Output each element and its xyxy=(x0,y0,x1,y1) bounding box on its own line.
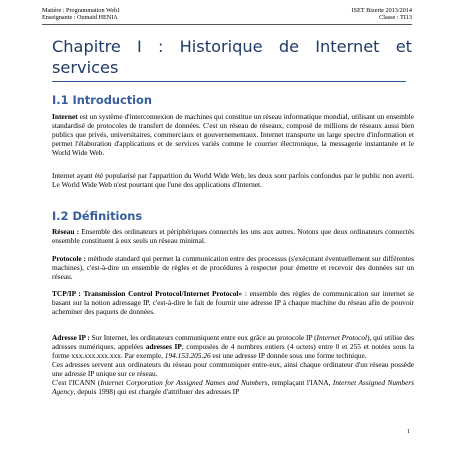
definition-text: ), qui utilise des adresses numériques, appelées xyxy=(52,333,414,352)
italic-icann: Internet Corporation for Assigned Names and Numbers xyxy=(100,378,268,388)
section-heading-definitions: I.2 Définitions xyxy=(52,209,143,223)
header-class: Classe : TI13 xyxy=(379,14,412,22)
definition-adresse-ip xyxy=(52,333,414,396)
definition-text: Ces adresses servent aux ordinateurs du réseau pour communiquer entre-eux, ainsi chaque ordinateur d'un réseau possède une adresse IP unique sur ce réseau. xyxy=(52,360,414,379)
term-tcpip: TCP/IP : Transmission Control Protocol/Internet Protocol» xyxy=(52,289,243,298)
header-school-year: ISET Bizerte 2013/2014 xyxy=(351,7,412,14)
paragraph-text: Internet ayant été popularisé par l'apparition du World Wide Web, les deux sont parfois confondus par le public non averti. Le World Wide Web n'est pourtant que l'une des applications d'Internet. xyxy=(52,171,414,190)
header-divider xyxy=(42,24,412,25)
definition-text: Sur Internet, les ordinateurs communiquent entre eux grâce au protocole IP ( xyxy=(89,333,317,342)
header-left xyxy=(42,7,120,22)
bold-adresses-ip: adresses IP xyxy=(145,342,182,352)
definition-text: méthode standard qui permet la communication entre des processus (s'exécutant éventuellement sur différentes machines), c'est-à-dire un ensemble de règles et de procédures à respecter pour émettre et recevoir des données sur un réseau. xyxy=(52,254,414,282)
header-right xyxy=(352,7,412,22)
paragraph-internet-definition xyxy=(52,112,414,157)
term-adresse-ip: Adresse IP : xyxy=(52,333,90,342)
chapter-title-line2: services xyxy=(52,58,119,77)
definition-text: C'est l'ICANN ( xyxy=(52,378,101,388)
italic-iana: Internet Assigned Numbers Agency xyxy=(52,378,414,397)
term-protocole: Protocole : xyxy=(52,254,86,263)
page-number: 1 xyxy=(406,428,410,435)
definition-text: : ensemble des règles de communication sur internet se basant sur la notion adressage IP, c'est-à-dire le fait de fournir une adresse IP à chaque machine du réseau afin de pouvoir acheminer des paquets de données. xyxy=(52,289,414,317)
term-internet: Internet xyxy=(52,112,78,121)
definition-protocole xyxy=(52,254,414,281)
definition-tcpip xyxy=(52,289,414,316)
definition-text: Ensemble des ordinateurs et périphériques connectés les uns aux autres. Notons que deux ordinateurs connectés ensemble constituent à eux seuls un réseau minimal. xyxy=(52,227,415,246)
definition-reseau xyxy=(52,227,414,245)
italic-ip-example: 194.153.205.26 xyxy=(164,351,211,361)
header-course: Matière : Programmation Web1 xyxy=(42,7,121,14)
definition-text: est une adresse IP donnée sous une forme technique. xyxy=(210,351,367,361)
definition-text: , composées de 4 nombres entiers (4 octets) entre 0 et 255 et notées sous la forme xxx.xxx.xxx.xxx. Par exemple, xyxy=(52,342,415,361)
definition-text: , remplaçant l'IANA, xyxy=(267,378,333,388)
header-teacher: Enseignante : Oumaïd HENIA xyxy=(42,14,118,22)
italic-internet-protocol: Internet Protocol xyxy=(316,333,368,342)
paragraph-www xyxy=(52,171,414,189)
term-reseau: Réseau : xyxy=(52,227,80,236)
definition-text: , depuis 1998) qui est chargée d'attribuer des adresses IP xyxy=(73,387,240,397)
chapter-divider xyxy=(52,81,406,82)
chapter-title-line1: Chapitre I : Historique de Internet et xyxy=(52,37,412,56)
section-heading-introduction: I.1 Introduction xyxy=(52,93,152,107)
paragraph-text: est un système d'interconnexion de machines qui constitue un réseau informatique mondial, utilisant un ensemble standardisé de protocoles de transfert de données. C'est un réseau de réseaux, composé de millions de réseaux aussi bien publics que privés, universitaires, commerciaux et gouvernementaux. Internet transporte un large spectre d'information et permet l'élaboration d'applications et de services variés comme le courrier électronique, la messagerie instantanée et le World Wide Web. xyxy=(52,112,414,158)
